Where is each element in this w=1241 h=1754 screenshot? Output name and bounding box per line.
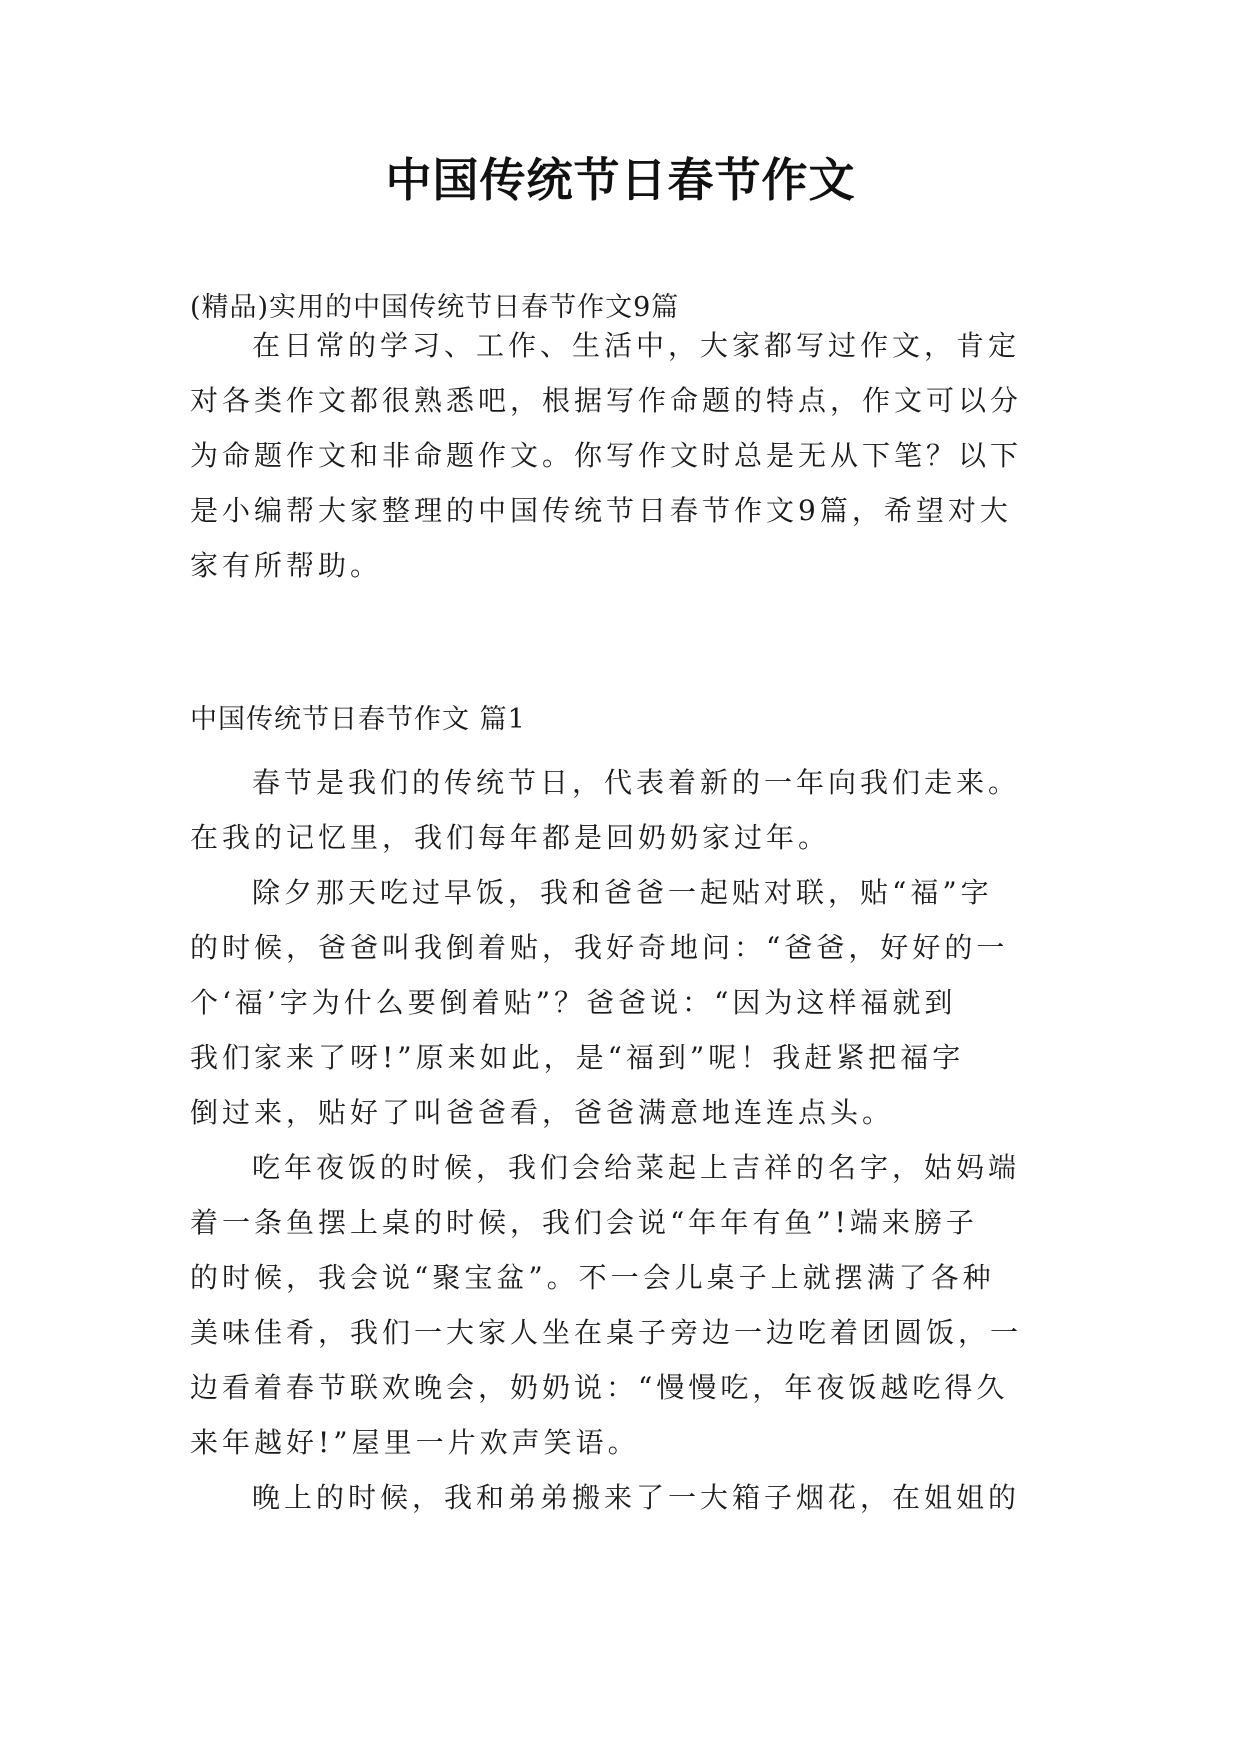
intro-paragraph — [190, 318, 1060, 593]
paragraph-line: 着一条鱼摆上桌的时候，我们会说“年年有鱼”!端来膀子 — [190, 1206, 978, 1239]
paragraph-line: 的时候，我会说“聚宝盆”。不一会儿桌子上就摆满了各种 — [190, 1261, 995, 1294]
paragraph-line: 倒过来，贴好了叫爸爸看，爸爸满意地连连点头。 — [190, 1096, 895, 1129]
paragraph-line: 我们家来了呀!”原来如此，是“福到”呢！我赶紧把福字 — [190, 1041, 965, 1074]
paragraph-line: 美味佳肴，我们一大家人坐在桌子旁边一边吃着团圆饭，一 — [190, 1316, 1023, 1349]
intro-line: 家有所帮助。 — [190, 549, 383, 582]
document-subtitle: (精品)实用的中国传统节日春节作文9篇 — [190, 292, 680, 323]
intro-line: 对各类作文都很熟悉吧，根据写作命题的特点，作文可以分 — [190, 384, 1023, 417]
paragraph-1 — [190, 755, 1060, 865]
paragraph-line: 个‘福’字为什么要倒着贴”？爸爸说：“因为这样福就到 — [190, 986, 957, 1019]
paragraph-line: 春节是我们的传统节日，代表着新的一年向我们走来。 — [252, 766, 1021, 799]
intro-line: 在日常的学习、工作、生活中，大家都写过作文，肯定 — [252, 329, 1021, 362]
paragraph-line: 晚上的时候，我和弟弟搬来了一大箱子烟花，在姐姐的 — [252, 1481, 1021, 1514]
paragraph-line: 在我的记忆里，我们每年都是回奶奶家过年。 — [190, 821, 831, 854]
intro-line: 为命题作文和非命题作文。你写作文时总是无从下笔？以下 — [190, 439, 1023, 472]
paragraph-line: 除夕那天吃过早饭，我和爸爸一起贴对联，贴“福”字 — [252, 876, 993, 909]
intro-line: 是小编帮大家整理的中国传统节日春节作文9篇，希望对大 — [190, 494, 1012, 527]
document-title: 中国传统节日春节作文 — [385, 153, 856, 207]
paragraph-line: 边看着春节联欢晚会，奶奶说：“慢慢吃，年夜饭越吃得久 — [190, 1371, 1009, 1404]
paragraph-line: 吃年夜饭的时候，我们会给菜起上吉祥的名字，姑妈端 — [252, 1151, 1021, 1184]
paragraph-line: 的时候，爸爸叫我倒着贴，我好奇地问：“爸爸，好好的一 — [190, 931, 1009, 964]
paragraph-line: 来年越好!”屋里一片欢声笑语。 — [190, 1426, 640, 1459]
paragraph-3 — [190, 1140, 1060, 1470]
section-heading: 中国传统节日春节作文 篇1 — [190, 704, 526, 735]
paragraph-4 — [190, 1470, 1060, 1525]
paragraph-2 — [190, 865, 1060, 1140]
